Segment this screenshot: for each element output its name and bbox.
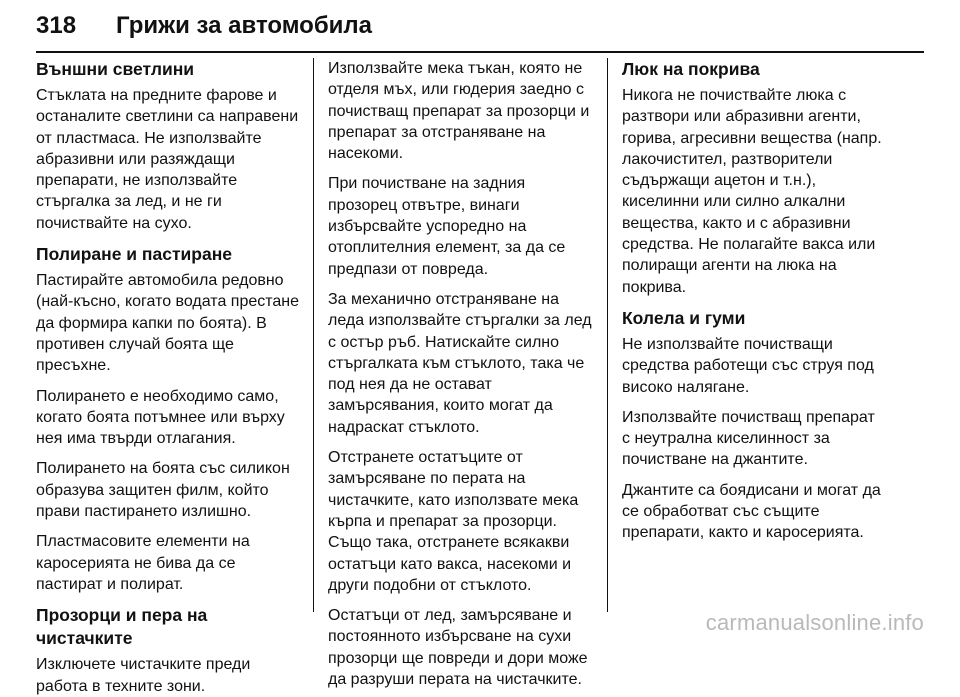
section-heading-windows-wipers: Прозорци и пера на чистачките (36, 605, 208, 649)
paragraph: Полирането на боята със силикон образува защитен филм, който прави пастирането излишно. (36, 460, 290, 521)
paragraph: Отстранете остатъците от замърсяване по перата на чистачките, като използвате мека кърпа и препарат за прозорци. Също така, отстранете всякакви остатъци като вакса, насекоми и други подобни от стъклото. (328, 449, 579, 594)
page-title: Грижи за автомобила (116, 12, 373, 39)
header-rule (36, 51, 924, 53)
paragraph: Изключете чистачките преди работа в техните зони. (36, 656, 251, 695)
page-header (36, 12, 924, 52)
section-heading-exterior-lights: Външни светлини (36, 59, 195, 79)
column-2 (328, 58, 600, 690)
paragraph: Използвайте почистващ препарат с неутрална киселинност за почистване на джантите. (622, 408, 875, 469)
paragraph: Полирането е необходимо само, когато боята потъмнее или върху нея има твърди отлагания. (36, 387, 285, 448)
paragraph: Никога не почиствайте люка с разтвори или абразивни агенти, горива, агресивни вещества (напр. лакочистител, разтворители съдържащи ацетон и т.н.), киселинни или силно алкални вещества, както и с абразивни средства. Не полагайте вакса или полиращи агенти на люка на покрива. (622, 87, 882, 296)
section-heading-wheels-tyres: Колела и гуми (622, 307, 746, 328)
watermark: carmanualsonline.info (705, 610, 924, 635)
paragraph: Пастирайте автомобила редовно (най-късно, когато водата престане да формира капки по боята). В противен случай боята ще пресъхне. (36, 272, 300, 375)
column-1 (36, 58, 308, 697)
section-heading-polishing: Полиране и пастиране (36, 244, 233, 265)
paragraph: Пластмасовите елементи на каросерията не бива да се пастират и полират. (36, 533, 250, 593)
column-3 (622, 58, 894, 544)
paragraph: Стъклата на предните фарове и останалите светлини са направени от пластмаса. Не използвайте абразивни или разяждащи препарати, не използвайте стъргалка за лед, и не ги почиствайте на сухо. (36, 87, 299, 232)
column-divider (313, 58, 314, 612)
paragraph: Не използвайте почистващи средства работещи със струя под високо налягане. (622, 335, 874, 396)
paragraph: Джантите са боядисани и могат да се обработват със същите препарати, както и каросерията. (622, 481, 881, 542)
paragraph: Използвайте мека тъкан, която не отделя мъх, или гюдерия заедно с почистващ препарат за прозорци и препарат за отстраняване на насекоми. (328, 60, 590, 163)
paragraph: Остатъци от лед, замърсяване и постоянното избърсване на сухи прозорци ще повреди и дори може да разруши перата на чистачките. (328, 607, 588, 689)
section-heading-sunroof: Люк на покрива (622, 59, 760, 79)
paragraph: За механично отстраняване на леда използвайте стъргалки за лед с остър ръб. Натискайте силно стъргалката към стъклото, така че под нея да не остават замърсявания, които могат да надраскат стъклото. (328, 290, 592, 436)
column-divider (607, 58, 608, 612)
page-number: 318 (36, 12, 77, 39)
paragraph: При почистване на задния прозорец отвътре, винаги избърсвайте успоредно на отоплителния елемент, за да се предпази от повреда. (328, 175, 566, 278)
